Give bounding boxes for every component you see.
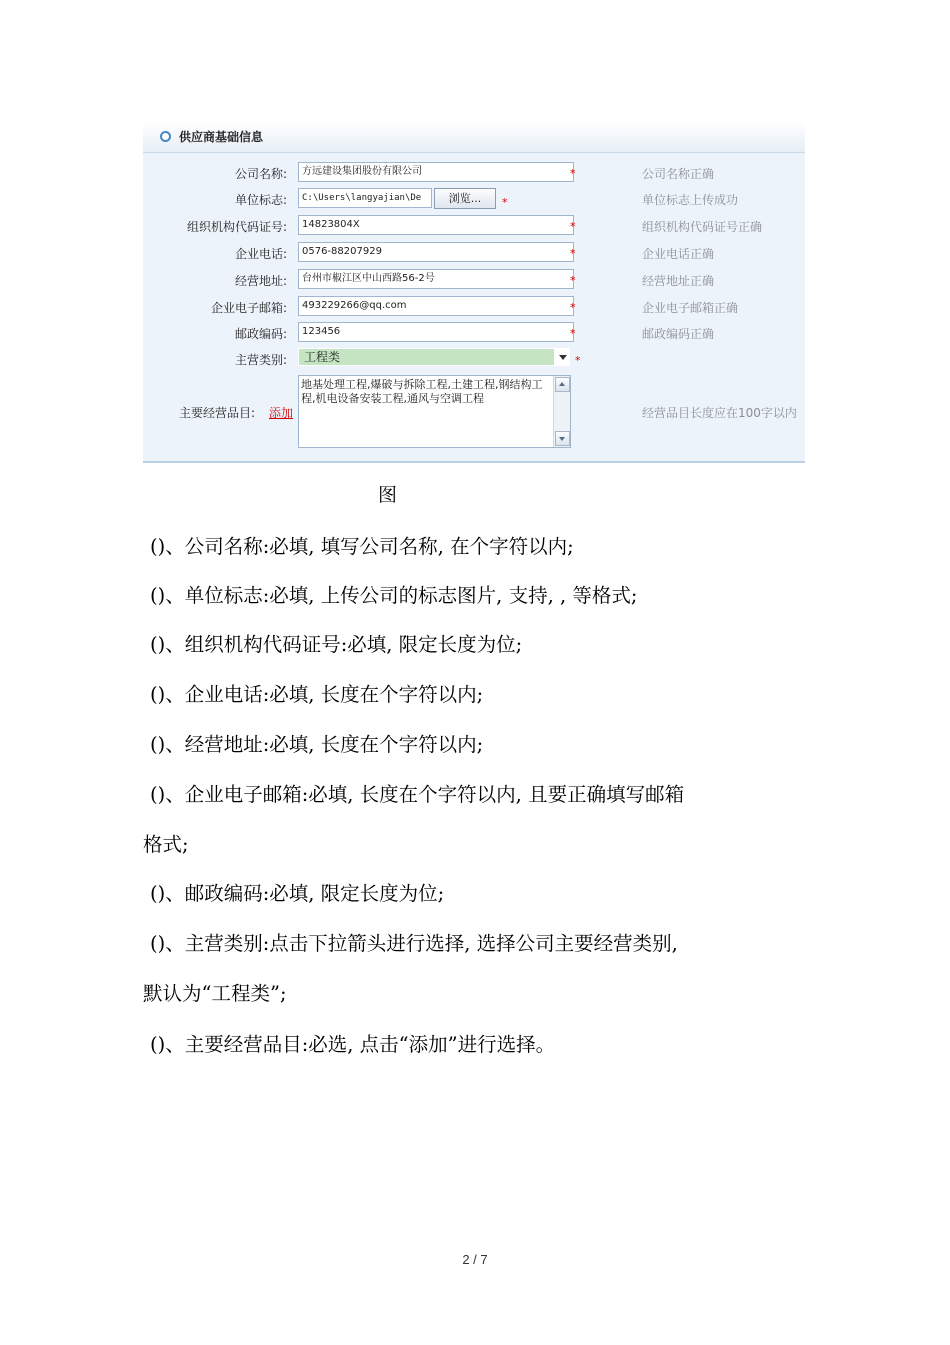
- required-mark: *: [575, 354, 581, 367]
- panel-header: [143, 122, 805, 153]
- company-name-input[interactable]: 方远建设集团股份有限公司: [298, 162, 574, 182]
- address-input[interactable]: 台州市椒江区中山西路56-2号: [298, 269, 574, 289]
- dropdown-arrow-icon[interactable]: [559, 355, 567, 360]
- figure-caption: 图: [378, 484, 398, 506]
- email-input[interactable]: 493229266@qq.com: [298, 296, 574, 316]
- field-row-email: [143, 296, 805, 318]
- products-text: 地基处理工程,爆破与拆除工程,土建工程,钢结构工程,机电设备安装工程,通风与空调工程: [301, 378, 543, 405]
- org-code-input[interactable]: 14823804X: [298, 215, 574, 235]
- field-row-logo: [143, 188, 805, 210]
- paragraph: ()、公司名称:必填, 填写公司名称, 在个字符以内;: [150, 535, 574, 558]
- postcode-input[interactable]: 123456: [298, 322, 574, 342]
- paragraph: ()、邮政编码:必填, 限定长度为位;: [150, 882, 445, 905]
- field-row-company-name: [143, 162, 805, 184]
- phone-input[interactable]: 0576-88207929: [298, 242, 574, 262]
- field-row-postcode: [143, 322, 805, 344]
- logo-file-input[interactable]: C:\Users\langyajian\De: [298, 188, 432, 208]
- paragraph: ()、企业电话:必填, 长度在个字符以内;: [150, 683, 484, 706]
- products-textarea[interactable]: [298, 375, 571, 448]
- paragraph: ()、主要经营品目:必选, 点击“添加”进行选择。: [150, 1033, 556, 1056]
- field-row-category: [143, 348, 805, 370]
- required-mark: *: [570, 220, 576, 233]
- category-select[interactable]: [298, 348, 570, 366]
- field-row-phone: [143, 242, 805, 264]
- category-label: 主营类别:: [234, 353, 287, 367]
- paragraph: ()、单位标志:必填, 上传公司的标志图片, 支持, , 等格式;: [150, 584, 638, 607]
- company-name-hint: 公司名称正确: [642, 167, 715, 181]
- paragraph: 默认为“工程类”;: [143, 982, 287, 1005]
- logo-label: 单位标志:: [234, 193, 287, 207]
- required-mark: *: [570, 247, 576, 260]
- company-name-label: 公司名称:: [234, 167, 287, 181]
- postcode-label: 邮政编码:: [234, 327, 287, 341]
- products-label: 主要经营品目:: [179, 406, 256, 420]
- field-row-org-code: [143, 215, 805, 237]
- add-products-link[interactable]: 添加: [269, 406, 294, 420]
- textarea-scrollbar[interactable]: [553, 376, 570, 447]
- circle-bullet-icon: [160, 131, 171, 142]
- browse-button[interactable]: 浏览...: [434, 188, 496, 209]
- paragraph: 格式;: [143, 833, 189, 856]
- address-label: 经营地址:: [234, 274, 287, 288]
- required-mark: *: [570, 301, 576, 314]
- postcode-hint: 邮政编码正确: [642, 327, 715, 341]
- org-code-label: 组织机构代码证号:: [186, 220, 287, 234]
- address-hint: 经营地址正确: [642, 274, 715, 288]
- paragraph: ()、经营地址:必填, 长度在个字符以内;: [150, 733, 484, 756]
- products-hint: 经营品目长度应在100字以内: [642, 406, 797, 420]
- required-mark: *: [570, 327, 576, 340]
- paragraph: ()、企业电子邮箱:必填, 长度在个字符以内, 且要正确填写邮箱: [150, 783, 685, 806]
- paragraph: ()、主营类别:点击下拉箭头进行选择, 选择公司主要经营类别,: [150, 932, 678, 955]
- required-mark: *: [502, 196, 508, 209]
- field-row-address: [143, 269, 805, 291]
- logo-hint: 单位标志上传成功: [642, 193, 739, 207]
- required-mark: *: [570, 167, 576, 180]
- email-hint: 企业电子邮箱正确: [642, 301, 739, 315]
- scroll-up-icon[interactable]: [555, 377, 570, 392]
- scroll-down-icon[interactable]: [555, 431, 570, 446]
- paragraph: ()、组织机构代码证号:必填, 限定长度为位;: [150, 633, 523, 656]
- supplier-form-panel: [143, 122, 805, 463]
- phone-hint: 企业电话正确: [642, 247, 715, 261]
- phone-label: 企业电话:: [234, 247, 287, 261]
- category-selected-value: 工程类: [299, 349, 554, 365]
- org-code-hint: 组织机构代码证号正确: [642, 220, 763, 234]
- email-label: 企业电子邮箱:: [210, 301, 287, 315]
- panel-title: 供应商基础信息: [179, 130, 264, 144]
- page-number: 2 / 7: [462, 1252, 488, 1267]
- required-mark: *: [570, 274, 576, 287]
